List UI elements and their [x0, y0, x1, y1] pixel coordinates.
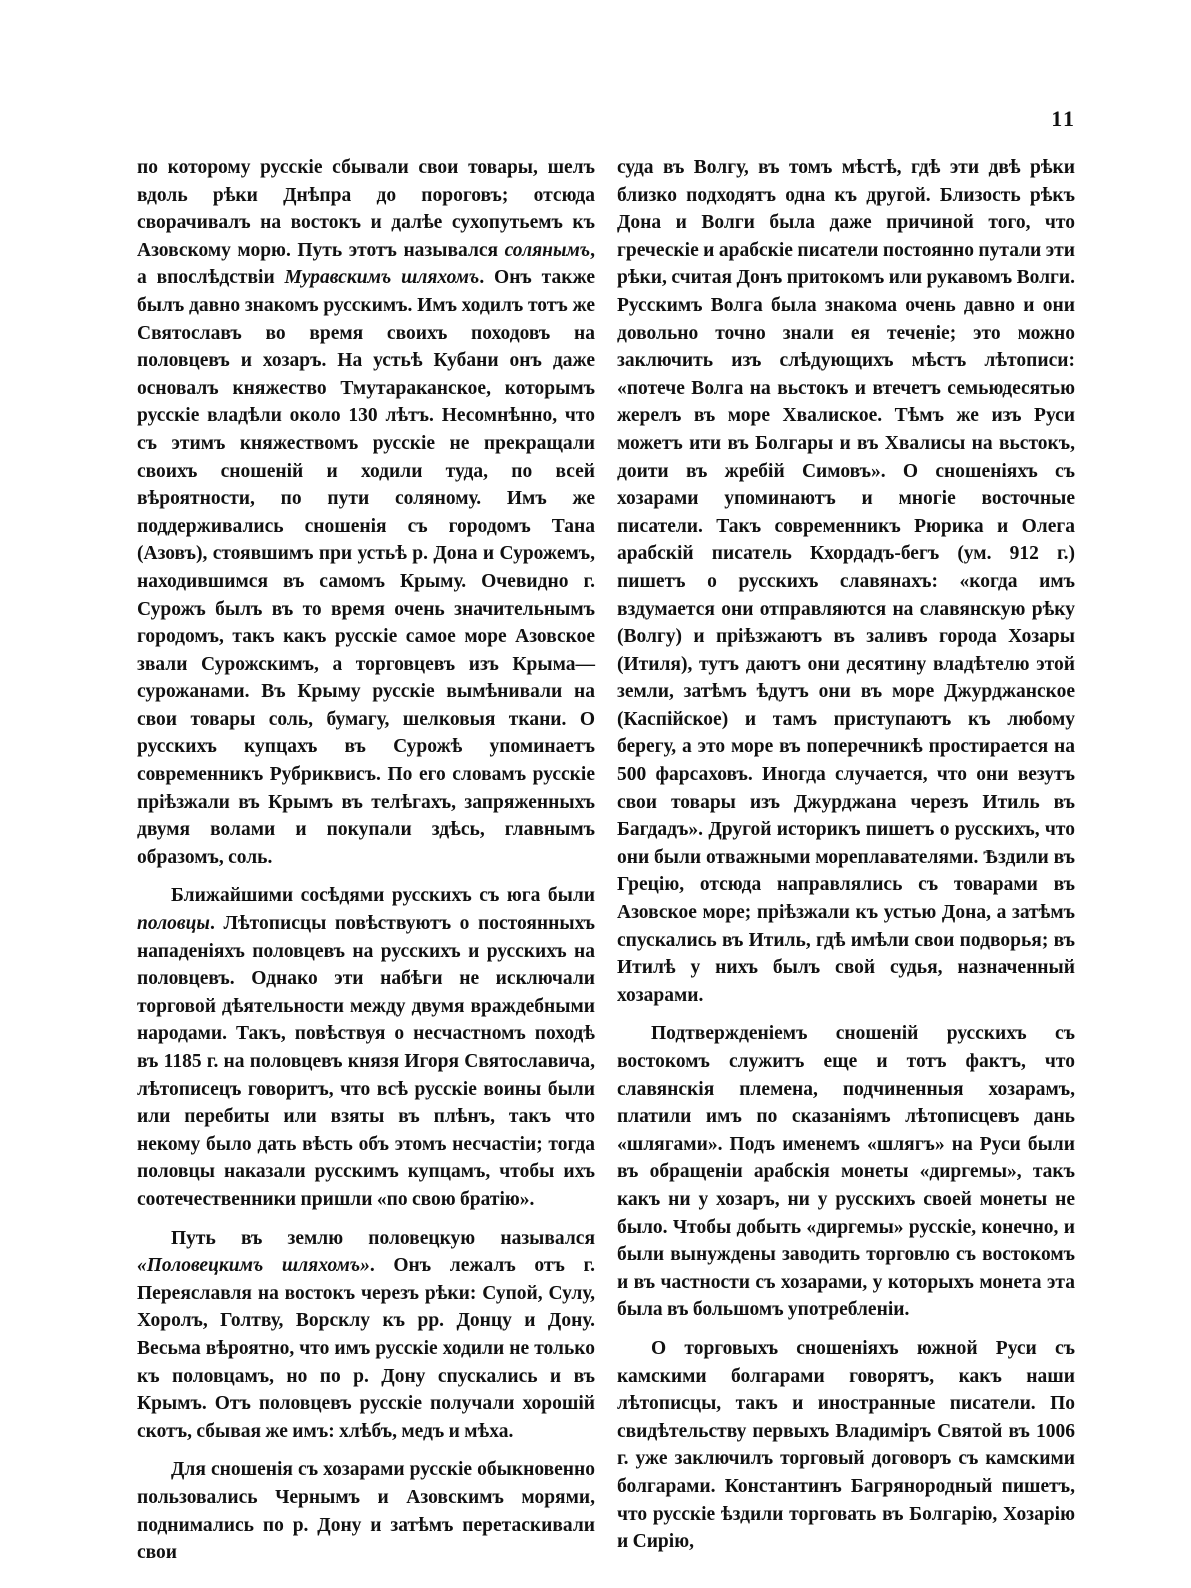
text-run: . Онъ лежалъ отъ г. Переяславля на востокъ черезъ рѣки: Супой, Сулу, Хоролъ, Голтву, Ворсклу къ рр. Донцу и Дону. Весьма вѣроятно, что имъ русскіе ходили не только къ половцамъ, но по р. Дону спускались и въ Крымъ. Отъ половцевъ русскіе получали хорошій скотъ, сбывая же имъ: хлѣбъ, медъ и мѣха.: [137, 1255, 595, 1442]
right-paragraph-3: [617, 1335, 1075, 1556]
italic-term-polovetsky-shlyakh: «Половецкимъ шляхомъ»: [137, 1255, 370, 1277]
text-run: , а впослѣдствіи: [137, 239, 595, 289]
left-column: [137, 154, 595, 1567]
italic-term-polovtsy: половцы: [137, 913, 210, 935]
text-run: Ближайшими сосѣдями русскихъ съ юга были: [171, 885, 595, 907]
text-run: Путь въ землю половецкую назывался: [171, 1227, 595, 1249]
page-number: 11: [1051, 106, 1076, 131]
text-run: . Онъ также былъ давно знакомъ русскимъ. Имъ ходилъ тотъ же Святославъ во время своихъ походовъ на половцевъ и хозаръ. На устьѣ Кубани онъ даже основалъ княжество Тмутараканское, которымъ русскіе владѣли около 130 лѣтъ. Несомнѣнно, что съ этимъ княжествомъ русскіе не прекращали своихъ сношеній и ходили туда, по всей вѣроятности, по пути соляному. Имъ же поддерживались сношенія съ городомъ Тана (Азовъ), стоявшимъ при устьѣ р. Дона и Сурожемъ, находившимся въ самомъ Крыму. Очевидно г. Сурожъ былъ въ то время очень значительнымъ городомъ, такъ какъ русскіе самое море Азовское звали Сурожскимъ, а торговцевъ изъ Крыма—сурожанами. Въ Крыму русскіе вымѣнивали на свои товары соль, бумагу, шелковыя ткани. О русскихъ купцахъ въ Сурожѣ упоминаетъ современникъ Рубриквисъ. По его словамъ русскіе пріѣзжали въ Крымъ въ телѣгахъ, запряженныхъ двумя волами и покупали здѣсь, главнымъ образомъ, соль.: [137, 267, 595, 868]
right-paragraph-2: [617, 1020, 1075, 1324]
right-column: [617, 154, 1075, 1556]
text-run: Для сношенія съ хозарами русскіе обыкновенно пользовались Чернымъ и Азовскимъ морями, поднимались по р. Дону и затѣмъ перетаскивали свои: [137, 1459, 595, 1564]
italic-term-solyanym: солянымъ: [504, 239, 591, 261]
text-run: Подтвержденіемъ сношеній русскихъ съ востокомъ служитъ еще и тотъ фактъ, что славянскія племена, подчиненныя хозарамъ, платили имъ по сказаніямъ лѣтописцевъ дань «шлягами». Подъ именемъ «шлягъ» на Руси были въ обращеніи арабскія монеты «диргемы», такъ какъ ни у хозаръ, ни у русскихъ своей монеты не было. Чтобы добыть «диргемы» русскіе, конечно, и были вынуждены заводить торговлю съ востокомъ и въ частности съ хозарами, у которыхъ монета эта была въ большомъ употребленіи.: [617, 1023, 1075, 1321]
text-run: суда въ Волгу, въ томъ мѣстѣ, гдѣ эти двѣ рѣки близко подходятъ одна къ другой. Близость рѣкъ Дона и Волги была даже причиной того, что греческіе и арабскіе писатели постоянно путали эти рѣки, считая Донъ притокомъ или рукавомъ Волги. Русскимъ Волга была знакома очень давно и они довольно точно знали ея теченіе; это можно заключить изъ слѣдующихъ мѣстъ лѣтописи: «потече Волга на вьстокъ и втечетъ семьюдесятью жерелъ въ море Хвалиское. Тѣмъ же изъ Руси можетъ ити въ Болгары и въ Хвалисы на вьстокъ, доити въ жребій Симовъ». О сношеніяхъ съ хозарами упоминаютъ и многіе восточные писатели. Такъ современникъ Рюрика и Олега арабскій писатель Кхордадъ-бегъ (ум. 912 г.) пишетъ о русскихъ славянахъ: «когда имъ вздумается они отправляются на славянскую рѣку (Волгу) и пріѣзжаютъ въ заливъ города Хозары (Итиля), тутъ даютъ они десятину владѣтелю этой земли, затѣмъ ѣдутъ они въ море Джурджанское (Каспійское) и тамъ приступаютъ къ любому берегу, а это море въ поперечникѣ простирается на 500 фарсаховъ. Иногда случается, что они везутъ свои товары изъ Джурджана черезъ Итиль въ Багдадъ». Другой историкъ пишетъ о русскихъ, что они были отважными мореплавателями. Ѣздили въ Грецію, отсюда направлялись съ товарами въ Азовское море; пріѣзжали къ устью Дона, а затѣмъ спускались въ Итиль, гдѣ имѣли свои подворья; въ Итилѣ у нихъ былъ свой судья, назначенный хозарами.: [617, 157, 1075, 1006]
text-run: по которому русскіе сбывали свои товары, шелъ вдоль рѣки Днѣпра до пороговъ; отсюда сворачивалъ на востокъ и далѣе сухопутьемъ къ Азовскому морю. Путь этотъ назывался: [137, 157, 595, 261]
left-paragraph-3: [137, 1225, 595, 1446]
left-paragraph-4: [137, 1456, 595, 1566]
left-paragraph-2: [137, 882, 595, 1213]
italic-term-muravsky-shlyakh: Муравскимъ шляхомъ: [284, 267, 480, 289]
text-run: О торговыхъ сношеніяхъ южной Руси съ камскими болгарами говорятъ, какъ наши лѣтописцы, такъ и иностранные писатели. По свидѣтельству первыхъ Владиміръ Святой въ 1006 г. уже заключилъ торговый договоръ съ камскими болгарами. Константинъ Багрянородный пишетъ, что русскіе ѣздили торговать въ Болгарію, Хозарію и Сирію,: [617, 1337, 1075, 1553]
left-paragraph-1: [137, 154, 595, 871]
right-paragraph-1: [617, 154, 1075, 1009]
text-run: . Лѣтописцы повѣствуютъ о постоянныхъ нападеніяхъ половцевъ на русскихъ и русскихъ на половцевъ. Однако эти набѣги не исключали торговой дѣятельности между двумя враждебными народами. Такъ, повѣствуя о несчастномъ походѣ въ 1185 г. на половцевъ князя Игоря Святославича, лѣтописецъ говоритъ, что всѣ русскіе воины были или перебиты или взяты въ плѣнъ, такъ что некому было дать вѣсть объ этомъ несчастіи; тогда половцы наказали русскимъ купцамъ, чтобы ихъ соотечественники пришли «по свою братію».: [137, 913, 595, 1210]
